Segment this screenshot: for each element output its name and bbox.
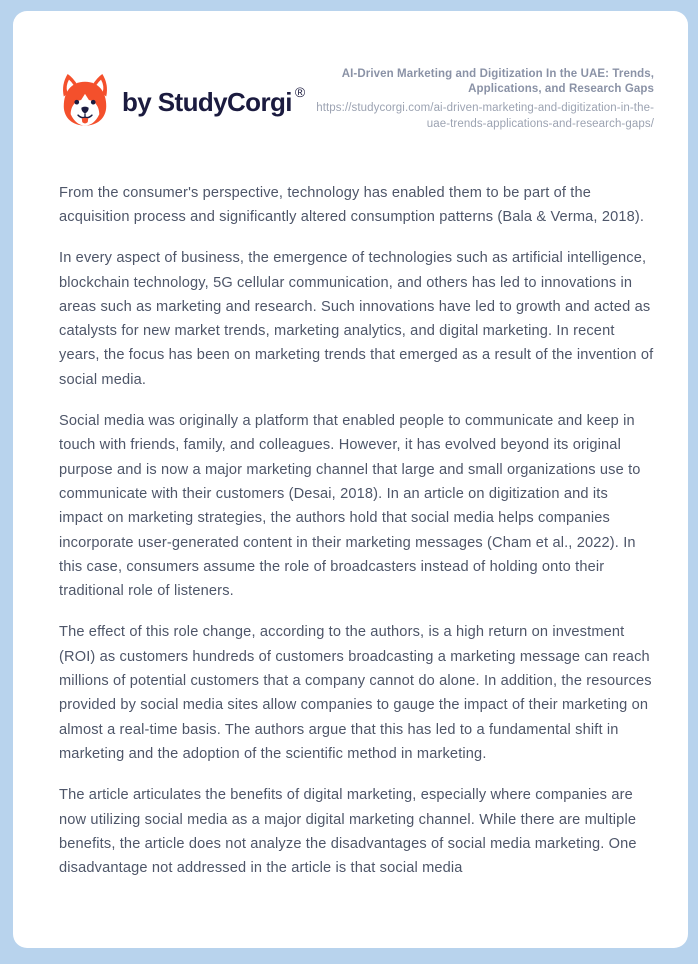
corgi-logo-icon <box>59 71 111 129</box>
article-paragraph: From the consumer's perspective, technology has enabled them to be part of the acquisition process and significantly altered consumption patterns (Bala & Verma, 2018). <box>59 184 645 225</box>
document-meta <box>306 65 654 132</box>
article-paragraph: Social media was originally a platform that enabled people to communicate and keep in touch with friends, family, and colleagues. However, it has evolved beyond its original purpose and is now a major marketing channel that large and small organizations use to communicate with their customers (Desai, 2018). In an article on digitization and its impact on marketing strategies, the authors hold that social media helps companies incorporate user-generated content in their marketing messages (Cham et al., 2022). In this case, consumers assume the role of broadcasters instead of holding onto their traditional role of listeners. <box>59 413 641 600</box>
document-url-link[interactable]: https://studycorgi.com/ai-driven-marketing-and-digitization-in-the-uae-trends-applications-and-research-gaps/ <box>316 102 654 130</box>
studycorgi-brand <box>59 65 305 129</box>
article-paragraph: The effect of this role change, according to the authors, is a high return on investment (ROI) as customers hundreds of customers broadcasting a marketing message can reach millions of potential customers that a company cannot do alone. In addition, the resources provided by social media sites allow companies to gauge the impact of their marketing on almost a real-time basis. The authors argue that this has led to a fundamental shift in marketing and the adoption of the scientific method in marketing. <box>59 624 652 762</box>
brand-name <box>122 85 305 115</box>
brand-name-text: by StudyCorgi <box>122 87 292 117</box>
page-header <box>59 65 654 132</box>
article-body <box>59 181 654 881</box>
document-title: AI-Driven Marketing and Digitization In the UAE: Trends, Applications, and Research Gaps <box>341 68 654 96</box>
article-paragraph: In every aspect of business, the emergence of technologies such as artificial intelligence, blockchain technology, 5G cellular communication, and others has led to innovations in areas such as marketing and research. Such innovations have led to growth and acted as catalysts for new market trends, marketing analytics, and digital marketing. In recent years, the focus has been on marketing trends that emerged as a result of the invention of social media. <box>59 250 654 388</box>
registered-trademark: ® <box>294 84 306 100</box>
article-paragraph: The article articulates the benefits of digital marketing, especially where companies are now utilizing social media as a major digital marketing channel. While there are multiple benefits, the article does not analyze the disadvantages of social media marketing. One disadvantage not addressed in the article is that social media <box>59 787 637 877</box>
article-card <box>13 11 688 948</box>
